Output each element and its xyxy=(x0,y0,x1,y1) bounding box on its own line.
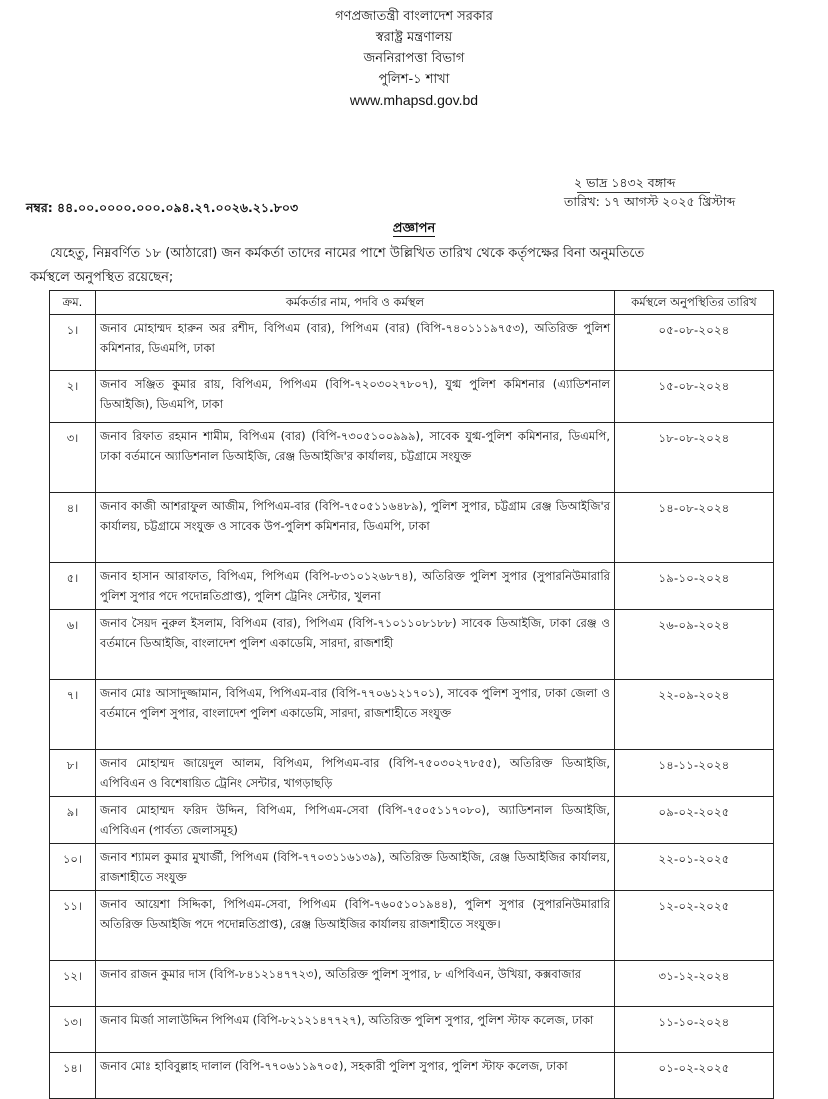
government-name: গণপ্রজাতন্ত্রী বাংলাদেশ সরকার xyxy=(335,9,493,24)
table-row xyxy=(50,680,774,750)
intro-line-1: যেহেতু, নিম্নবর্ণিত ১৮ (আঠারো) জন কর্মকর্তা তাদের নামের পাশে উল্লিখিত তারিখ থেকে কর্তৃপক্ষের বিনা অনুমতিতে xyxy=(50,246,645,261)
row-date: ১৪-১১-২০২৪ xyxy=(615,750,774,797)
row-officer: জনাব শ্যামল কুমার মুখার্জী, পিপিএম (বিপি-৭৭০৩১১৬১৩৯), অতিরিক্ত ডিআইজি, রেঞ্জ ডিআইজির কার্যালয়, রাজশাহীতে সংযুক্ত xyxy=(96,844,615,891)
row-officer: জনাব কাজী আশরাফুল আজীম, পিপিএম-বার (বিপি-৭৫০৫১১৬৪৮৯), পুলিশ সুপার, চট্টগ্রাম রেঞ্জ ডিআইজি'র কার্যালয়, চট্টগ্রামে সংযুক্ত ও সাবেক উপ-পুলিশ কমিশনার, ডিএমপি, ঢাকা xyxy=(96,493,615,563)
row-officer: জনাব সঞ্জিত কুমার রায়, বিপিএম, পিপিএম (বিপি-৭২০৩০২৭৮০৭), যুগ্ম পুলিশ কমিশনার (এ্যাডিশনাল ডিআইজি), ডিএমপি, ঢাকা xyxy=(96,371,615,423)
row-serial: ৭। xyxy=(50,680,96,750)
memo-number: নম্বর: ৪৪.০০.০০০০.০০০.০৯৪.২৭.০০২৬.২১.৮০৩ xyxy=(26,200,299,215)
notice-title-text: প্রজ্ঞাপন xyxy=(392,221,436,236)
row-date: ৩১-১২-২০২৪ xyxy=(615,961,774,1007)
row-officer: জনাব মোঃ আসাদুজ্জামান, বিপিএম, পিপিএম-বার (বিপি-৭৭০৬১২১৭০১), সাবেক পুলিশ সুপার, ঢাকা জেলা ও বর্তমানে পুলিশ সুপার, বাংলাদেশ পুলিশ একাডেমি, সারদা, রাজশাহীতে সংযুক্ত xyxy=(96,680,615,750)
header-officer: কর্মকর্তার নাম, পদবি ও কর্মস্থল xyxy=(96,291,615,315)
table-row xyxy=(50,844,774,891)
date-divider xyxy=(577,192,710,193)
date-english: ১৭ আগস্ট ২০২৫ খ্রিস্টাব্দ xyxy=(603,194,736,209)
row-officer: জনাব সৈয়দ নুরুল ইসলাম, বিপিএম (বার), পিপিএম (বিপি-৭১০১১০৮১৮৮) সাবেক ডিআইজি, ঢাকা রেঞ্জ ও বর্তমানে ডিআইজি, বাংলাদেশ পুলিশ একাডেমি, সারদা, রাজশাহী xyxy=(96,610,615,680)
website-link[interactable]: www.mhapsd.gov.bd xyxy=(349,92,479,108)
table-row xyxy=(50,493,774,563)
row-serial: ৬। xyxy=(50,610,96,680)
date-bangla: ২ ভাদ্র ১৪৩২ বঙ্গাব্দ xyxy=(574,175,676,190)
officer-table xyxy=(49,290,774,1099)
branch-name: পুলিশ-১ শাখা xyxy=(378,72,450,87)
row-serial: ৫। xyxy=(50,563,96,610)
header-serial: ক্রম. xyxy=(50,291,96,315)
table-row xyxy=(50,423,774,493)
row-officer: জনাব মোহাম্মদ ফরিদ উদ্দিন, বিপিএম, পিপিএম-সেবা (বিপি-৭৫০৫১১৭০৮০), অ্যাডিশনাল ডিআইজি, এপিবিএন (পার্বত্য জেলাসমূহ) xyxy=(96,797,615,844)
row-date: ১৫-০৮-২০২৪ xyxy=(615,371,774,423)
table-row xyxy=(50,797,774,844)
row-officer: জনাব মির্জা সালাউদ্দিন পিপিএম (বিপি-৮২১২১৪৭৭২৭), অতিরিক্ত পুলিশ সুপার, পুলিশ স্টাফ কলেজ, ঢাকা xyxy=(96,1007,615,1053)
row-serial: ৮। xyxy=(50,750,96,797)
row-date: ২৬-০৯-২০২৪ xyxy=(615,610,774,680)
row-serial: ১২। xyxy=(50,961,96,1007)
row-officer: জনাব রাজন কুমার দাস (বিপি-৮৪১২১৪৭৭২৩), অতিরিক্ত পুলিশ সুপার, ৮ এপিবিএন, উখিয়া, কক্সবাজার xyxy=(96,961,615,1007)
table-row xyxy=(50,1007,774,1053)
row-serial: ৩। xyxy=(50,423,96,493)
row-serial: ৪। xyxy=(50,493,96,563)
table-row xyxy=(50,610,774,680)
row-officer: জনাব আয়েশা সিদ্দিকা, পিপিএম-সেবা, পিপিএম (বিপি-৭৬০৫১০১৯৪৪), পুলিশ সুপার (সুপারনিউমারারি অতিরিক্ত ডিআইজি পদে পদোন্নতিপ্রাপ্ত), রেঞ্জ ডিআইজির কার্যালয় রাজশাহীতে সংযুক্ত। xyxy=(96,891,615,961)
row-date: ০৫-০৮-২০২৪ xyxy=(615,315,774,371)
row-officer: জনাব রিফাত রহমান শামীম, বিপিএম (বার) (বিপি-৭৩০৫১০০৯৯৯), সাবেক যুগ্ম-পুলিশ কমিশনার, ডিএমপি, ঢাকা বর্তমানে অ্যাডিশনাল ডিআইজি, রেঞ্জ ডিআইজি'র কার্যালয়, চট্টগ্রামে সংযুক্ত xyxy=(96,423,615,493)
ministry-name: স্বরাষ্ট্র মন্ত্রণালয় xyxy=(375,30,453,45)
intro-line-2: কর্মস্থলে অনুপস্থিত রয়েছেন; xyxy=(30,270,174,285)
row-officer: জনাব মোহাম্মদ হারুন অর রশীদ, বিপিএম (বার), পিপিএম (বার) (বিপি-৭৪০১১১৯৭৫৩), অতিরিক্ত পুলিশ কমিশনার, ডিএমপি, ঢাকা xyxy=(96,315,615,371)
row-serial: ১। xyxy=(50,315,96,371)
date-label: তারিখ: xyxy=(564,194,600,209)
table-row xyxy=(50,315,774,371)
row-date: ২২-০৯-২০২৪ xyxy=(615,680,774,750)
table-row xyxy=(50,891,774,961)
row-date: ১৯-১০-২০২৪ xyxy=(615,563,774,610)
row-date: ১৪-০৮-২০২৪ xyxy=(615,493,774,563)
row-officer: জনাব হাসান আরাফাত, বিপিএম, পিপিএম (বিপি-৮৩১০১২৬৮৭৪), অতিরিক্ত পুলিশ সুপার (সুপারনিউমারারি পুলিশ সুপার পদে পদোন্নতিপ্রাপ্ত), পুলিশ ট্রেনিং সেন্টার, খুলনা xyxy=(96,563,615,610)
row-date: ১৮-০৮-২০২৪ xyxy=(615,423,774,493)
row-date: ০৯-০২-২০২৫ xyxy=(615,797,774,844)
row-date: ১১-১০-২০২৪ xyxy=(615,1007,774,1053)
table-row xyxy=(50,750,774,797)
row-serial: ৯। xyxy=(50,797,96,844)
table-row xyxy=(50,1053,774,1099)
row-date: ০১-০২-২০২৫ xyxy=(615,1053,774,1099)
letterhead xyxy=(0,6,828,111)
row-serial: ১৩। xyxy=(50,1007,96,1053)
division-name: জননিরাপত্তা বিভাগ xyxy=(363,51,465,66)
row-date: ১২-০২-২০২৫ xyxy=(615,891,774,961)
table-row xyxy=(50,961,774,1007)
row-serial: ১৪। xyxy=(50,1053,96,1099)
row-officer: জনাব মোহাম্মদ জায়েদুল আলম, বিপিএম, পিপিএম-বার (বিপি-৭৫০৩০২৭৮৫৫), অতিরিক্ত ডিআইজি, এপিবিএন ও বিশেষায়িত ট্রেনিং সেন্টার, খাগড়াছড়ি xyxy=(96,750,615,797)
row-serial: ১০। xyxy=(50,844,96,891)
header-absence-date: কর্মস্থলে অনুপস্থিতির তারিখ xyxy=(615,291,774,315)
intro-paragraph xyxy=(30,242,820,290)
row-officer: জনাব মোঃ হাবিবুল্লাহ দালাল (বিপি-৭৭০৬১১৯৭০৫), সহকারী পুলিশ সুপার, পুলিশ স্টাফ কলেজ, ঢাকা xyxy=(96,1053,615,1099)
table-row xyxy=(50,563,774,610)
row-serial: ২। xyxy=(50,371,96,423)
table-header-row xyxy=(50,291,774,315)
notice-title xyxy=(0,219,828,240)
table-row xyxy=(50,371,774,423)
row-date: ২২-০১-২০২৫ xyxy=(615,844,774,891)
row-serial: ১১। xyxy=(50,891,96,961)
